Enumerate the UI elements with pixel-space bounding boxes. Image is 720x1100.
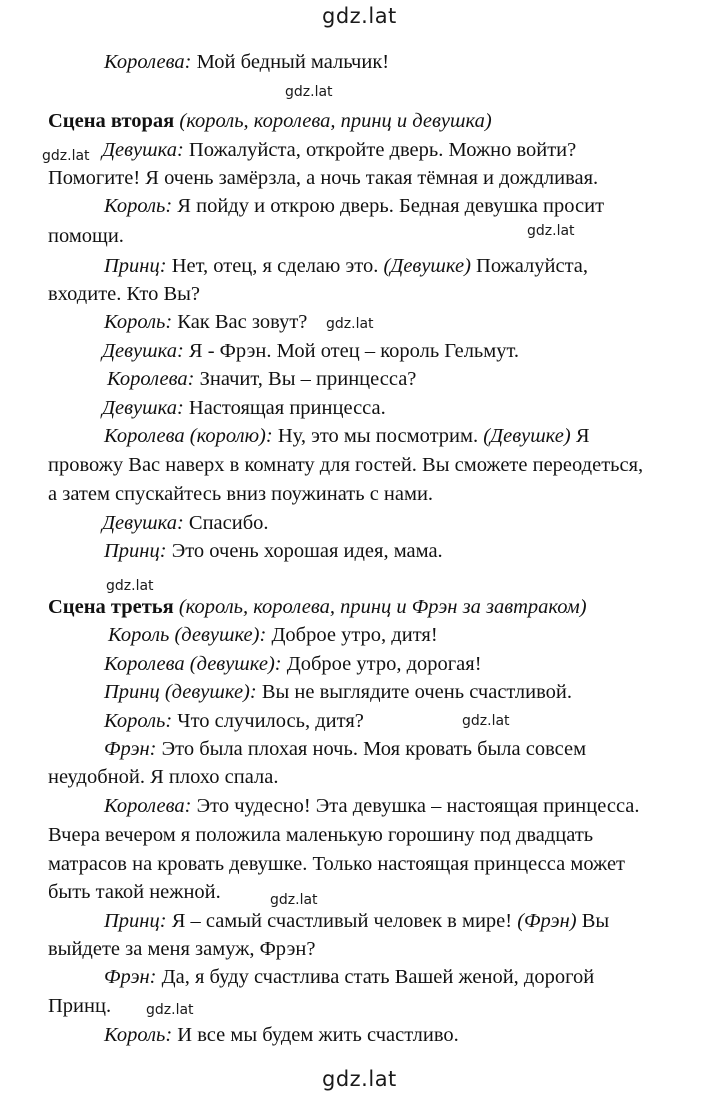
speaker-label: Принц: <box>104 540 167 562</box>
dialogue-text: Нет, отец, я сделаю это. <box>166 255 384 277</box>
text-line <box>104 651 482 677</box>
text-line <box>48 822 593 848</box>
dialogue-text: Это чудесно! Эта девушка – настоящая принцесса. <box>191 795 640 817</box>
text-line <box>48 879 221 905</box>
scene-title: Сцена вторая <box>48 110 175 132</box>
text-line <box>104 49 389 75</box>
watermark: gdz.lat <box>146 1002 194 1018</box>
dialogue-text: Ну, это мы посмотрим. <box>272 425 484 447</box>
dialogue-text: Помогите! Я очень замёрзла, а ночь такая тёмная и дождливая. <box>48 167 599 189</box>
dialogue-text: Вчера вечером я положила маленькую горошину под двадцать <box>48 824 594 846</box>
watermark: gdz.lat <box>42 148 90 164</box>
dialogue-text: Как Вас зовут? <box>172 311 308 333</box>
scene-heading <box>48 594 587 620</box>
watermark: gdz.lat <box>270 892 318 908</box>
dialogue-text: неудобной. Я плохо спала. <box>48 766 279 788</box>
text-line <box>107 366 416 392</box>
text-line <box>102 510 269 536</box>
text-line <box>104 964 594 990</box>
text-line <box>48 764 278 790</box>
dialogue-text: Это очень хорошая идея, мама. <box>166 540 443 562</box>
text-line <box>48 481 433 507</box>
stage-direction: (Девушке) <box>383 255 471 277</box>
dialogue-text: Я <box>570 425 590 447</box>
dialogue-text: Да, я буду счастлива стать Вашей женой, дорогой <box>156 966 595 988</box>
dialogue-text: И все мы будем жить счастливо. <box>172 1024 459 1046</box>
text-line <box>104 908 609 934</box>
text-line <box>104 538 443 564</box>
text-line <box>104 193 604 219</box>
text-line <box>48 993 111 1019</box>
speaker-label: Королева: <box>104 795 192 817</box>
speaker-label: Король: <box>104 710 173 732</box>
text-line <box>104 679 572 705</box>
text-line <box>48 281 200 307</box>
dialogue-text: Доброе утро, дитя! <box>266 624 438 646</box>
text-line <box>48 936 315 962</box>
speaker-label: Королева: <box>104 51 192 73</box>
dialogue-text: Я – самый счастливый человек в мире! <box>166 910 518 932</box>
watermark: gdz.lat <box>326 316 374 332</box>
watermark: gdz.lat <box>285 84 333 100</box>
dialogue-text: Пожалуйста, <box>470 255 589 277</box>
dialogue-text: Что случилось, дитя? <box>172 710 364 732</box>
text-line <box>48 223 124 249</box>
text-line <box>102 137 576 163</box>
stage-direction: (король, королева, принц и девушка) <box>179 110 492 132</box>
watermark: gdz.lat <box>106 578 154 594</box>
text-line <box>102 395 386 421</box>
dialogue-text: Мой бедный мальчик! <box>191 51 390 73</box>
dialogue-text: Доброе утро, дорогая! <box>281 653 482 675</box>
text-line <box>104 253 588 279</box>
speaker-label: Девушка: <box>102 139 184 161</box>
speaker-label: Король (девушке): <box>108 624 267 646</box>
dialogue-text: быть такой нежной. <box>48 881 221 903</box>
stage-direction: (Фрэн) <box>517 910 577 932</box>
text-line <box>104 309 307 335</box>
text-line <box>104 423 590 449</box>
dialogue-text: Принц. <box>48 995 112 1017</box>
dialogue-text: Вы не выглядите очень счастливой. <box>256 681 572 703</box>
stage-direction: (король, королева, принц и Фрэн за завтраком) <box>178 596 587 618</box>
text-line <box>104 736 586 762</box>
dialogue-text: Это была плохая ночь. Моя кровать была совсем <box>156 738 587 760</box>
watermark-bottom: gdz.lat <box>322 1067 397 1091</box>
watermark: gdz.lat <box>527 223 575 239</box>
text-line <box>102 338 519 364</box>
dialogue-text: Вы <box>576 910 610 932</box>
text-line <box>48 452 643 478</box>
text-line <box>104 1022 459 1048</box>
scene-title: Сцена третья <box>48 596 174 618</box>
speaker-label: Девушка: <box>102 512 184 534</box>
text-line <box>104 793 640 819</box>
speaker-label: Король: <box>104 195 173 217</box>
speaker-label: Принц (девушке): <box>104 681 257 703</box>
dialogue-text: Я пойду и открою дверь. Бедная девушка просит <box>172 195 605 217</box>
speaker-label: Принц: <box>104 910 167 932</box>
dialogue-text: помощи. <box>48 225 124 247</box>
dialogue-text: а затем спускайтесь вниз поужинать с нами. <box>48 483 434 505</box>
text-line <box>108 622 438 648</box>
speaker-label: Девушка: <box>102 340 184 362</box>
dialogue-text: матрасов на кровать девушке. Только настоящая принцесса может <box>48 853 626 875</box>
speaker-label: Девушка: <box>102 397 184 419</box>
speaker-label: Король: <box>104 311 173 333</box>
dialogue-text: Значит, Вы – принцесса? <box>194 368 417 390</box>
speaker-label: Королева (девушке): <box>104 653 282 675</box>
text-line <box>104 708 364 734</box>
speaker-label: Королева: <box>107 368 195 390</box>
speaker-label: Король: <box>104 1024 173 1046</box>
speaker-label: Фрэн: <box>104 738 157 760</box>
speaker-label: Королева (королю): <box>104 425 273 447</box>
dialogue-text: Пожалуйста, откройте дверь. Можно войти? <box>183 139 577 161</box>
text-line <box>48 851 625 877</box>
scene-heading <box>48 108 492 134</box>
stage-direction: (Девушке) <box>483 425 571 447</box>
watermark: gdz.lat <box>462 713 510 729</box>
watermark-top: gdz.lat <box>322 4 397 28</box>
dialogue-text: Настоящая принцесса. <box>183 397 386 419</box>
text-line <box>48 165 598 191</box>
dialogue-text: входите. Кто Вы? <box>48 283 201 305</box>
dialogue-text: выйдете за меня замуж, Фрэн? <box>48 938 316 960</box>
dialogue-text: Я - Фрэн. Мой отец – король Гельмут. <box>183 340 520 362</box>
dialogue-text: Спасибо. <box>183 512 269 534</box>
dialogue-text: провожу Вас наверх в комнату для гостей. Вы сможете переодеться, <box>48 454 644 476</box>
speaker-label: Фрэн: <box>104 966 157 988</box>
speaker-label: Принц: <box>104 255 167 277</box>
